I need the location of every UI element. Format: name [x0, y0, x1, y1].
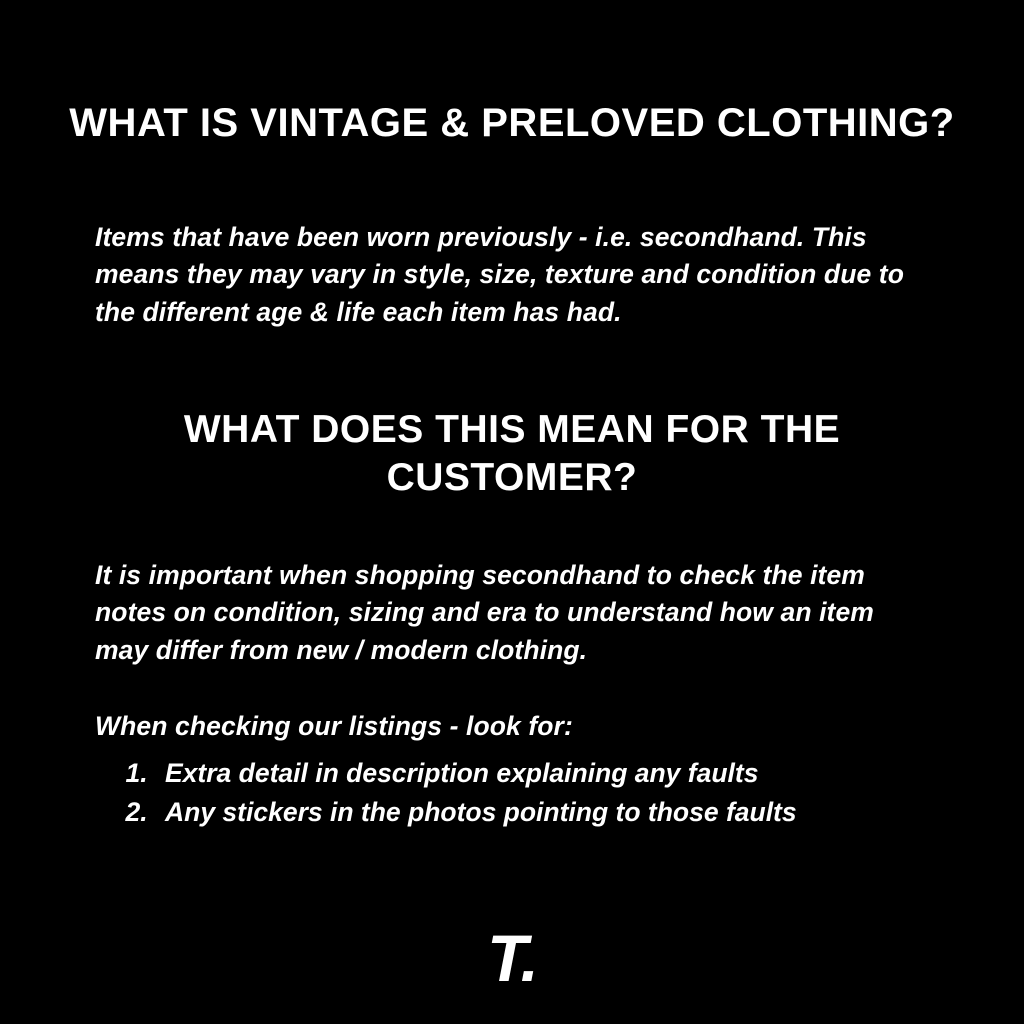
checklist-items	[95, 754, 945, 832]
page-title: WHAT IS VINTAGE & PRELOVED CLOTHING?	[69, 100, 955, 145]
listing-check-prompt: When checking our listings - look for:	[95, 710, 573, 741]
list-item: 2. Any stickers in the photos pointing to those faults	[155, 793, 945, 832]
section-heading-customer-impact: WHAT DOES THIS MEAN FOR THE CUSTOMER?	[183, 408, 841, 499]
checklist	[95, 754, 945, 832]
logo-wordmark: T.	[487, 921, 537, 995]
list-item: 1. Extra detail in description explaining any faults	[155, 754, 945, 793]
customer-guidance-paragraph: It is important when shopping secondhand to check the item notes on condition, sizing and era to understand how an item may differ from new / modern clothing.	[95, 559, 874, 665]
definition-paragraph: Items that have been worn previously - i.e. secondhand. This means they may vary in style, size, texture and condition due to the different age & life each item has had.	[95, 221, 904, 327]
brand-logo	[0, 921, 1024, 995]
